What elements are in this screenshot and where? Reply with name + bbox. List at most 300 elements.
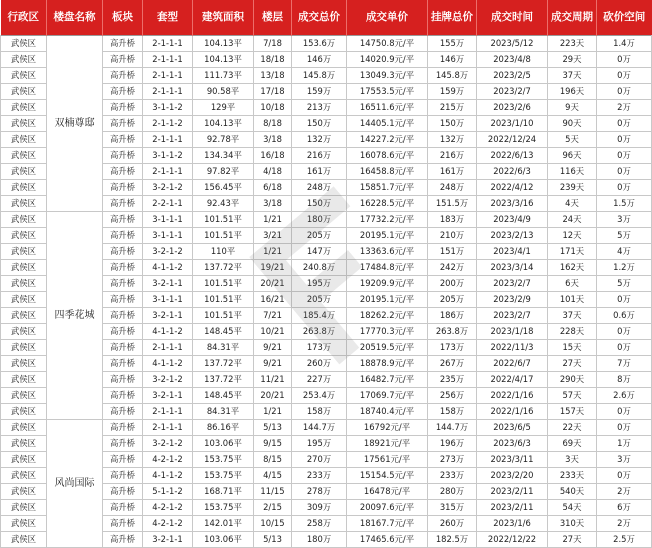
cell-deal-cycle: 37天 (548, 67, 597, 83)
cell-district: 武侯区 (1, 499, 47, 515)
cell-floor-area: 101.51平 (193, 227, 254, 243)
cell-total-price: 195万 (292, 435, 347, 451)
cell-district: 武侯区 (1, 355, 47, 371)
cell-area-block: 高升桥 (103, 179, 143, 195)
cell-unit-price: 17732.2元/平 (347, 211, 428, 227)
cell-bargain-space: 0万 (597, 179, 652, 195)
cell-total-price: 159万 (292, 83, 347, 99)
cell-deal-date: 2023/2/11 (477, 499, 548, 515)
cell-bargain-space: 0万 (597, 115, 652, 131)
cell-floor: 8/15 (254, 451, 292, 467)
cell-deal-cycle: 96天 (548, 147, 597, 163)
cell-floor-area: 84.31平 (193, 339, 254, 355)
cell-unit-price: 20097.6元/平 (347, 499, 428, 515)
cell-unit-type: 3-1-1-1 (143, 291, 193, 307)
cell-floor-area: 137.72平 (193, 355, 254, 371)
cell-floor: 1/21 (254, 243, 292, 259)
cell-deal-cycle: 310天 (548, 515, 597, 531)
cell-unit-price: 16078.6元/平 (347, 147, 428, 163)
cell-district: 武侯区 (1, 323, 47, 339)
cell-listing-price: 132万 (428, 131, 477, 147)
cell-area-block: 高升桥 (103, 291, 143, 307)
cell-district: 武侯区 (1, 451, 47, 467)
cell-area-block: 高升桥 (103, 499, 143, 515)
cell-deal-date: 2023/3/14 (477, 259, 548, 275)
cell-unit-type: 3-2-1-2 (143, 371, 193, 387)
cell-estate-name: 四季花城 (47, 211, 103, 419)
cell-floor: 3/21 (254, 227, 292, 243)
cell-floor-area: 104.13平 (193, 51, 254, 67)
cell-area-block: 高升桥 (103, 307, 143, 323)
cell-area-block: 高升桥 (103, 243, 143, 259)
cell-floor: 10/21 (254, 323, 292, 339)
cell-unit-type: 2-1-1-1 (143, 403, 193, 419)
cell-floor: 9/21 (254, 355, 292, 371)
cell-district: 武侯区 (1, 275, 47, 291)
cell-total-price: 233万 (292, 467, 347, 483)
cell-floor: 2/15 (254, 499, 292, 515)
cell-area-block: 高升桥 (103, 131, 143, 147)
col-header-unit-type: 套型 (143, 0, 193, 35)
cell-bargain-space: 0万 (597, 323, 652, 339)
cell-bargain-space: 1.2万 (597, 259, 652, 275)
cell-unit-type: 2-2-1-1 (143, 195, 193, 211)
cell-floor-area: 148.45平 (193, 323, 254, 339)
cell-total-price: 185.4万 (292, 307, 347, 323)
cell-deal-date: 2023/6/5 (477, 419, 548, 435)
cell-listing-price: 145.8万 (428, 67, 477, 83)
cell-area-block: 高升桥 (103, 339, 143, 355)
cell-floor: 20/21 (254, 387, 292, 403)
cell-district: 武侯区 (1, 179, 47, 195)
cell-listing-price: 273万 (428, 451, 477, 467)
cell-floor: 3/18 (254, 195, 292, 211)
cell-area-block: 高升桥 (103, 435, 143, 451)
cell-total-price: 270万 (292, 451, 347, 467)
cell-district: 武侯区 (1, 483, 47, 499)
cell-unit-type: 4-1-1-2 (143, 259, 193, 275)
cell-unit-price: 14405.1元/平 (347, 115, 428, 131)
cell-unit-price: 20519.5元/平 (347, 339, 428, 355)
cell-floor: 9/21 (254, 339, 292, 355)
cell-unit-type: 2-1-1-1 (143, 419, 193, 435)
col-header-total-price: 成交总价 (292, 0, 347, 35)
cell-area-block: 高升桥 (103, 531, 143, 547)
cell-deal-cycle: 15天 (548, 339, 597, 355)
cell-district: 武侯区 (1, 387, 47, 403)
cell-floor-area: 137.72平 (193, 259, 254, 275)
cell-floor-area: 101.51平 (193, 291, 254, 307)
cell-floor-area: 111.73平 (193, 67, 254, 83)
cell-listing-price: 151万 (428, 243, 477, 259)
cell-unit-type: 2-1-1-1 (143, 339, 193, 355)
cell-bargain-space: 8万 (597, 371, 652, 387)
cell-unit-price: 20195.1元/平 (347, 227, 428, 243)
cell-listing-price: 182.5万 (428, 531, 477, 547)
cell-total-price: 260万 (292, 355, 347, 371)
cell-district: 武侯区 (1, 83, 47, 99)
cell-bargain-space: 2万 (597, 483, 652, 499)
cell-unit-type: 4-1-1-2 (143, 467, 193, 483)
col-header-estate-name: 楼盘名称 (47, 0, 103, 35)
cell-listing-price: 263.8万 (428, 323, 477, 339)
cell-bargain-space: 0万 (597, 163, 652, 179)
cell-district: 武侯区 (1, 51, 47, 67)
cell-bargain-space: 0万 (597, 291, 652, 307)
cell-total-price: 205万 (292, 227, 347, 243)
cell-area-block: 高升桥 (103, 67, 143, 83)
cell-floor-area: 110平 (193, 243, 254, 259)
cell-district: 武侯区 (1, 227, 47, 243)
cell-deal-date: 2023/1/6 (477, 515, 548, 531)
cell-deal-cycle: 540天 (548, 483, 597, 499)
cell-deal-date: 2023/2/6 (477, 99, 548, 115)
cell-unit-type: 4-2-1-2 (143, 451, 193, 467)
cell-total-price: 150万 (292, 195, 347, 211)
cell-listing-price: 158万 (428, 403, 477, 419)
cell-area-block: 高升桥 (103, 355, 143, 371)
cell-bargain-space: 7万 (597, 355, 652, 371)
cell-estate-name: 风尚国际 (47, 419, 103, 547)
cell-unit-price: 17069.7元/平 (347, 387, 428, 403)
cell-deal-cycle: 228天 (548, 323, 597, 339)
cell-district: 武侯区 (1, 195, 47, 211)
cell-district: 武侯区 (1, 131, 47, 147)
cell-bargain-space: 0万 (597, 83, 652, 99)
cell-area-block: 高升桥 (103, 195, 143, 211)
cell-floor-area: 86.16平 (193, 419, 254, 435)
cell-deal-cycle: 101天 (548, 291, 597, 307)
cell-unit-type: 2-1-1-1 (143, 35, 193, 51)
cell-total-price: 132万 (292, 131, 347, 147)
cell-deal-date: 2023/6/3 (477, 435, 548, 451)
cell-deal-date: 2023/2/7 (477, 83, 548, 99)
cell-floor: 10/15 (254, 515, 292, 531)
cell-total-price: 213万 (292, 99, 347, 115)
cell-floor-area: 101.51平 (193, 275, 254, 291)
cell-floor-area: 103.06平 (193, 531, 254, 547)
cell-listing-price: 235万 (428, 371, 477, 387)
cell-bargain-space: 4万 (597, 243, 652, 259)
cell-listing-price: 150万 (428, 115, 477, 131)
cell-bargain-space: 1万 (597, 435, 652, 451)
cell-floor: 5/13 (254, 419, 292, 435)
cell-district: 武侯区 (1, 99, 47, 115)
cell-bargain-space: 5万 (597, 275, 652, 291)
cell-deal-cycle: 37天 (548, 307, 597, 323)
cell-floor: 1/21 (254, 211, 292, 227)
cell-district: 武侯区 (1, 531, 47, 547)
cell-unit-price: 15154.5元/平 (347, 467, 428, 483)
cell-listing-price: 280万 (428, 483, 477, 499)
cell-deal-cycle: 57天 (548, 387, 597, 403)
cell-deal-date: 2023/2/11 (477, 483, 548, 499)
cell-district: 武侯区 (1, 115, 47, 131)
cell-area-block: 高升桥 (103, 387, 143, 403)
cell-deal-cycle: 69天 (548, 435, 597, 451)
cell-area-block: 高升桥 (103, 323, 143, 339)
cell-total-price: 309万 (292, 499, 347, 515)
cell-deal-date: 2022/1/16 (477, 387, 548, 403)
cell-unit-price: 16458.8元/平 (347, 163, 428, 179)
cell-floor-area: 153.75平 (193, 451, 254, 467)
cell-floor-area: 153.75平 (193, 467, 254, 483)
cell-floor-area: 103.06平 (193, 435, 254, 451)
col-header-district: 行政区 (1, 0, 47, 35)
cell-unit-type: 3-2-1-2 (143, 435, 193, 451)
cell-listing-price: 200万 (428, 275, 477, 291)
cell-unit-price: 16511.6元/平 (347, 99, 428, 115)
cell-listing-price: 183万 (428, 211, 477, 227)
cell-unit-price: 18740.4元/平 (347, 403, 428, 419)
cell-unit-type: 3-1-1-1 (143, 227, 193, 243)
cell-floor-area: 92.78平 (193, 131, 254, 147)
cell-area-block: 高升桥 (103, 419, 143, 435)
cell-area-block: 高升桥 (103, 51, 143, 67)
cell-deal-cycle: 171天 (548, 243, 597, 259)
cell-total-price: 150万 (292, 115, 347, 131)
cell-floor: 20/21 (254, 275, 292, 291)
cell-bargain-space: 2万 (597, 99, 652, 115)
cell-total-price: 153.6万 (292, 35, 347, 51)
table-header-row (1, 0, 652, 35)
cell-deal-cycle: 3天 (548, 451, 597, 467)
cell-unit-price: 19209.9元/平 (347, 275, 428, 291)
table-row (1, 35, 652, 51)
cell-district: 武侯区 (1, 339, 47, 355)
cell-area-block: 高升桥 (103, 259, 143, 275)
cell-bargain-space: 1.4万 (597, 35, 652, 51)
cell-total-price: 253.4万 (292, 387, 347, 403)
cell-area-block: 高升桥 (103, 35, 143, 51)
cell-area-block: 高升桥 (103, 483, 143, 499)
cell-total-price: 248万 (292, 179, 347, 195)
cell-floor: 13/18 (254, 67, 292, 83)
cell-floor: 18/18 (254, 51, 292, 67)
cell-floor-area: 104.13平 (193, 35, 254, 51)
cell-listing-price: 205万 (428, 291, 477, 307)
col-header-listing-price: 挂牌总价 (428, 0, 477, 35)
cell-floor-area: 168.71平 (193, 483, 254, 499)
cell-unit-type: 2-1-1-1 (143, 83, 193, 99)
cell-bargain-space: 0万 (597, 51, 652, 67)
cell-total-price: 158万 (292, 403, 347, 419)
cell-district: 武侯区 (1, 35, 47, 51)
cell-bargain-space: 2.5万 (597, 531, 652, 547)
cell-deal-date: 2022/4/17 (477, 371, 548, 387)
cell-floor: 4/18 (254, 163, 292, 179)
cell-district: 武侯区 (1, 291, 47, 307)
cell-unit-type: 5-1-1-2 (143, 483, 193, 499)
cell-area-block: 高升桥 (103, 403, 143, 419)
cell-floor-area: 101.51平 (193, 307, 254, 323)
cell-bargain-space: 0万 (597, 403, 652, 419)
cell-unit-type: 4-1-1-2 (143, 323, 193, 339)
cell-floor: 7/18 (254, 35, 292, 51)
cell-deal-date: 2023/1/10 (477, 115, 548, 131)
cell-deal-date: 2023/2/13 (477, 227, 548, 243)
col-header-floor: 楼层 (254, 0, 292, 35)
cell-listing-price: 215万 (428, 99, 477, 115)
cell-listing-price: 256万 (428, 387, 477, 403)
cell-listing-price: 151.5万 (428, 195, 477, 211)
cell-deal-date: 2023/2/9 (477, 291, 548, 307)
cell-unit-type: 3-1-1-2 (143, 99, 193, 115)
cell-deal-cycle: 239天 (548, 179, 597, 195)
cell-unit-price: 17553.5元/平 (347, 83, 428, 99)
cell-district: 武侯区 (1, 147, 47, 163)
cell-total-price: 145.8万 (292, 67, 347, 83)
cell-deal-date: 2023/2/20 (477, 467, 548, 483)
cell-unit-price: 20195.1元/平 (347, 291, 428, 307)
cell-deal-cycle: 4天 (548, 195, 597, 211)
cell-deal-cycle: 54天 (548, 499, 597, 515)
cell-listing-price: 248万 (428, 179, 477, 195)
cell-floor-area: 142.01平 (193, 515, 254, 531)
cell-unit-type: 3-2-1-1 (143, 307, 193, 323)
cell-unit-type: 3-2-1-2 (143, 179, 193, 195)
cell-deal-date: 2022/6/3 (477, 163, 548, 179)
cell-unit-price: 14020.9元/平 (347, 51, 428, 67)
cell-district: 武侯区 (1, 371, 47, 387)
cell-unit-price: 18878.9元/平 (347, 355, 428, 371)
cell-bargain-space: 0万 (597, 67, 652, 83)
col-header-unit-price: 成交单价 (347, 0, 428, 35)
col-header-area-block: 板块 (103, 0, 143, 35)
cell-deal-date: 2022/1/16 (477, 403, 548, 419)
cell-unit-price: 17770.3元/平 (347, 323, 428, 339)
cell-deal-date: 2023/2/5 (477, 67, 548, 83)
cell-area-block: 高升桥 (103, 275, 143, 291)
cell-estate-name: 双楠尊邸 (47, 35, 103, 211)
cell-district: 武侯区 (1, 259, 47, 275)
cell-listing-price: 315万 (428, 499, 477, 515)
cell-unit-type: 4-2-1-2 (143, 515, 193, 531)
cell-total-price: 258万 (292, 515, 347, 531)
cell-bargain-space: 5万 (597, 227, 652, 243)
cell-floor: 19/21 (254, 259, 292, 275)
cell-unit-price: 14750.8元/平 (347, 35, 428, 51)
cell-unit-price: 18262.2元/平 (347, 307, 428, 323)
cell-listing-price: 196万 (428, 435, 477, 451)
cell-deal-cycle: 27天 (548, 355, 597, 371)
cell-total-price: 161万 (292, 163, 347, 179)
cell-total-price: 195万 (292, 275, 347, 291)
cell-total-price: 180万 (292, 531, 347, 547)
cell-area-block: 高升桥 (103, 211, 143, 227)
cell-unit-type: 3-2-1-1 (143, 275, 193, 291)
cell-deal-cycle: 29天 (548, 51, 597, 67)
cell-bargain-space: 0.6万 (597, 307, 652, 323)
cell-deal-cycle: 157天 (548, 403, 597, 419)
cell-listing-price: 161万 (428, 163, 477, 179)
cell-deal-date: 2023/5/12 (477, 35, 548, 51)
cell-floor: 10/18 (254, 99, 292, 115)
cell-deal-date: 2022/12/24 (477, 131, 548, 147)
cell-bargain-space: 6万 (597, 499, 652, 515)
cell-bargain-space: 0万 (597, 419, 652, 435)
cell-unit-price: 18921元/平 (347, 435, 428, 451)
cell-area-block: 高升桥 (103, 227, 143, 243)
cell-unit-type: 3-1-1-2 (143, 147, 193, 163)
cell-floor-area: 92.43平 (193, 195, 254, 211)
cell-floor-area: 84.31平 (193, 403, 254, 419)
cell-deal-date: 2023/4/1 (477, 243, 548, 259)
cell-deal-cycle: 116天 (548, 163, 597, 179)
cell-listing-price: 144.7万 (428, 419, 477, 435)
cell-deal-date: 2023/3/16 (477, 195, 548, 211)
cell-floor-area: 134.34平 (193, 147, 254, 163)
cell-total-price: 147万 (292, 243, 347, 259)
cell-floor-area: 90.58平 (193, 83, 254, 99)
cell-floor-area: 97.82平 (193, 163, 254, 179)
cell-deal-cycle: 9天 (548, 99, 597, 115)
cell-deal-cycle: 290天 (548, 371, 597, 387)
cell-unit-price: 14227.2元/平 (347, 131, 428, 147)
cell-district: 武侯区 (1, 467, 47, 483)
cell-deal-cycle: 6天 (548, 275, 597, 291)
cell-unit-type: 2-1-1-2 (143, 115, 193, 131)
cell-deal-cycle: 24天 (548, 211, 597, 227)
cell-deal-cycle: 12天 (548, 227, 597, 243)
cell-total-price: 216万 (292, 147, 347, 163)
cell-deal-date: 2023/2/7 (477, 307, 548, 323)
cell-deal-date: 2022/6/13 (477, 147, 548, 163)
cell-deal-cycle: 233天 (548, 467, 597, 483)
cell-deal-cycle: 196天 (548, 83, 597, 99)
cell-deal-date: 2023/1/18 (477, 323, 548, 339)
cell-deal-cycle: 90天 (548, 115, 597, 131)
cell-listing-price: 267万 (428, 355, 477, 371)
cell-area-block: 高升桥 (103, 467, 143, 483)
cell-bargain-space: 2万 (597, 515, 652, 531)
cell-unit-price: 17561元/平 (347, 451, 428, 467)
cell-deal-date: 2023/2/7 (477, 275, 548, 291)
cell-unit-price: 17465.6元/平 (347, 531, 428, 547)
cell-deal-date: 2022/4/12 (477, 179, 548, 195)
cell-unit-price: 13363.6元/平 (347, 243, 428, 259)
cell-deal-date: 2022/6/7 (477, 355, 548, 371)
cell-listing-price: 186万 (428, 307, 477, 323)
cell-total-price: 205万 (292, 291, 347, 307)
cell-district: 武侯区 (1, 67, 47, 83)
cell-deal-date: 2023/4/8 (477, 51, 548, 67)
cell-total-price: 180万 (292, 211, 347, 227)
cell-total-price: 144.7万 (292, 419, 347, 435)
cell-deal-date: 2023/3/11 (477, 451, 548, 467)
cell-floor-area: 101.51平 (193, 211, 254, 227)
col-header-deal-date: 成交时间 (477, 0, 548, 35)
cell-floor-area: 129平 (193, 99, 254, 115)
cell-unit-type: 2-1-1-1 (143, 131, 193, 147)
cell-area-block: 高升桥 (103, 451, 143, 467)
cell-floor: 11/21 (254, 371, 292, 387)
cell-unit-type: 2-1-1-1 (143, 163, 193, 179)
cell-unit-type: 4-2-1-2 (143, 499, 193, 515)
cell-listing-price: 159万 (428, 83, 477, 99)
cell-deal-cycle: 223天 (548, 35, 597, 51)
cell-floor-area: 153.75平 (193, 499, 254, 515)
cell-floor: 16/21 (254, 291, 292, 307)
cell-bargain-space: 0万 (597, 467, 652, 483)
cell-area-block: 高升桥 (103, 83, 143, 99)
cell-floor-area: 148.45平 (193, 387, 254, 403)
cell-area-block: 高升桥 (103, 371, 143, 387)
cell-total-price: 227万 (292, 371, 347, 387)
cell-floor-area: 104.13平 (193, 115, 254, 131)
cell-unit-price: 15851.7元/平 (347, 179, 428, 195)
cell-bargain-space: 0万 (597, 131, 652, 147)
